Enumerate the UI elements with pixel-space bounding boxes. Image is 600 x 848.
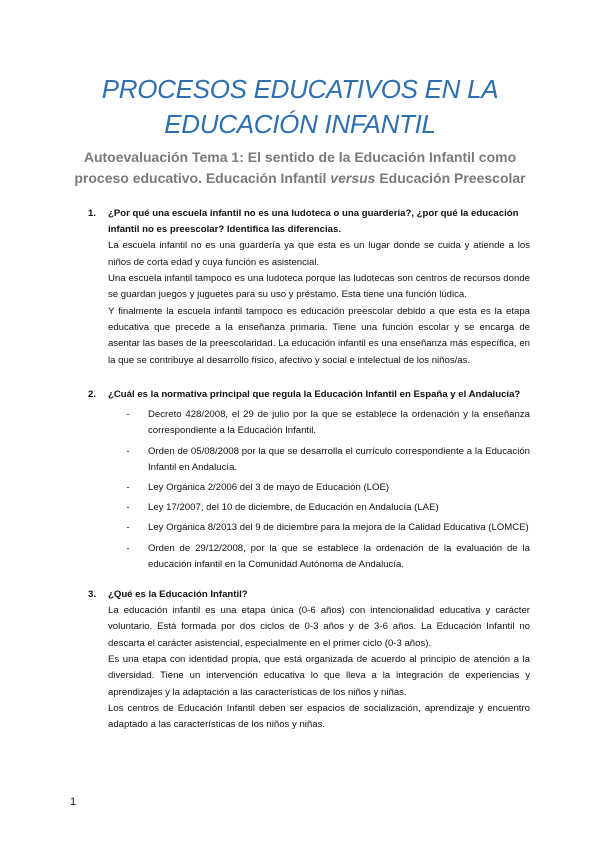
list-item-text: Ley Orgánica 8/2013 del 9 de diciembre para la mejora de la Calidad Educativa (LOMCE): [148, 522, 529, 534]
list-item: [108, 407, 530, 439]
list-item: [108, 541, 530, 573]
question-2: [88, 387, 530, 577]
question-heading: ¿Por qué una escuela infantil no es una ludoteca o una guardería?, ¿por qué la educación infantil no es preescolar? Identifica las diferencias.: [108, 208, 519, 236]
question-number: 1.: [88, 208, 97, 219]
list-item: [108, 480, 530, 496]
page-number: 1: [70, 796, 77, 808]
dash-bullet-icon: -: [126, 409, 130, 421]
dash-bullet-icon: -: [126, 502, 130, 514]
question-number: 2.: [88, 389, 97, 400]
question-1: [88, 206, 530, 369]
dash-bullet-icon: -: [126, 522, 130, 534]
question-heading: ¿Qué es la Educación Infantil?: [108, 589, 248, 600]
dash-bullet-icon: -: [126, 542, 130, 554]
question-3: [88, 587, 530, 734]
question-number: 3.: [88, 589, 97, 600]
list-item-text: Orden de 29/12/2008, por la que se establece la ordenación de la evaluación de la educación infantil en la Comunidad Autónoma de Andalucía.: [148, 542, 530, 570]
subtitle-text-end: Educación Preescolar: [375, 170, 526, 186]
list-item-text: Ley Orgánica 2/2006 del 3 de mayo de Educación (LOE): [148, 482, 390, 494]
list-item: [108, 520, 530, 536]
list-item-text: Decreto 428/2008, el 29 de julio por la que se establece la ordenación y la enseñanza correspondiente a la Educación Infantil.: [148, 409, 530, 437]
list-item: [108, 500, 530, 516]
title-line-2: EDUCACIÓN INFANTIL: [164, 109, 436, 139]
answer-paragraph: Es una etapa con identidad propia, que está organizada de acuerdo al principio de atención a la diversidad. Tiene un intervención educativa lo que lleva a la integración de experiencias y aprendizajes y la adaptación a las características de los niños y niñas.: [108, 654, 530, 698]
answer-paragraph: La educación infantil es una etapa única (0-6 años) con intencionalidad educativa y carácter voluntario. Está formada por dos ciclos de 0-3 años y de 3-6 años. La Educación Infantil no descarta el carácter asistencial, especialmente en el primer ciclo (0-3 años).: [108, 605, 530, 649]
document-title: [0, 72, 600, 142]
answer-paragraph: Los centros de Educación Infantil deben ser espacios de socialización, aprendizaje y encuentro adaptado a las características de los niños y niñas.: [108, 703, 530, 731]
list-item: [108, 444, 530, 476]
question-heading: ¿Cuál es la normativa principal que regula la Educación Infantil en España y el Andalucía?: [108, 389, 521, 400]
list-item-text: Ley 17/2007, del 10 de diciembre, de Educación en Andalucía (LAE): [148, 502, 439, 514]
answer-paragraph: Una escuela infantil tampoco es una ludoteca porque las ludotecas son centros de recursos donde se guardan juegos y juguetes para su uso y préstamo. Esta tiene una función lúdica.: [108, 273, 530, 301]
dash-bullet-icon: -: [126, 445, 130, 457]
subtitle-text: Autoevaluación Tema 1: El sentido de la Educación Infantil como proceso educativo. Educación Infantil: [74, 149, 517, 186]
answer-paragraph: Y finalmente la escuela infantil tampoco es educación preescolar debido a que esta es la etapa educativa que precede a la enseñanza primaria. Tiene una función escolar y se encarga de asentar las bases de la preescolaridad. La educación infantil es una enseñanza más específica, en la que se contribuye al desarrollo físico, afectivo y social e intelectual de los niños/as.: [108, 306, 530, 366]
document-subtitle: [60, 147, 540, 189]
regulation-list: [108, 407, 530, 573]
subtitle-italic: versus: [330, 170, 376, 186]
title-line-1: PROCESOS EDUCATIVOS EN LA: [101, 74, 499, 104]
dash-bullet-icon: -: [126, 482, 130, 494]
answer-paragraph: La escuela infantil no es una guardería ya que esta es un lugar donde se cuida y atiende a los niños de corta edad y cuya función es asistencial.: [108, 240, 530, 268]
list-item-text: Orden de 05/08/2008 por la que se desarrolla el currículo correspondiente a la Educación Infantil en Andalucía.: [148, 445, 530, 473]
